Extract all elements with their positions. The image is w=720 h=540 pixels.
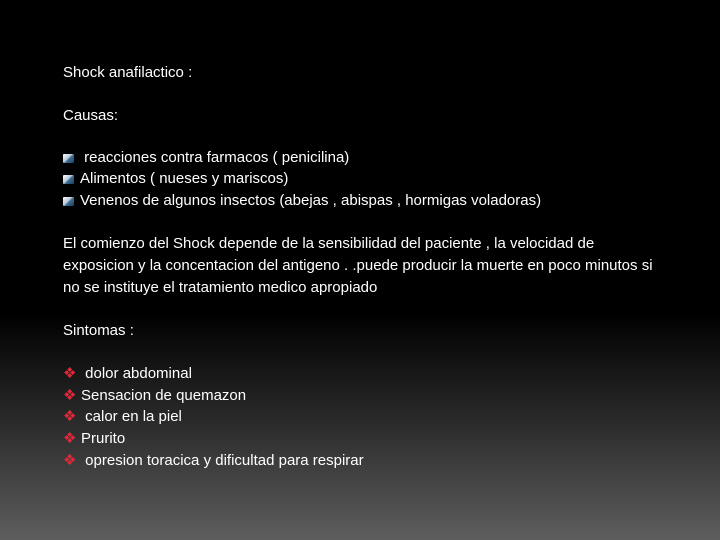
symptom-item [63,428,125,450]
square-bullet-icon [63,197,74,206]
symptom-text: Sensacion de quemazon [81,387,247,404]
symptom-item [63,363,192,385]
symptoms-heading: Sintomas : [63,322,134,339]
cause-text: reacciones contra farmacos ( penicilina) [80,149,350,166]
diamond-bullet-icon: ❖ [63,365,77,382]
square-bullet-icon [63,175,74,184]
symptom-text: dolor abdominal [81,365,192,382]
diamond-bullet-icon: ❖ [63,452,77,469]
diamond-bullet-icon: ❖ [63,387,77,404]
symptom-text: calor en la piel [81,408,182,425]
cause-text: Alimentos ( nueses y mariscos) [80,170,289,187]
square-bullet-icon [63,154,74,163]
cause-item [63,190,541,212]
causes-heading: Causas: [63,107,119,124]
symptom-item [63,450,364,472]
cause-item [63,168,288,190]
diamond-bullet-icon: ❖ [63,408,77,425]
cause-text: Venenos de algunos insectos (abejas , abispas , hormigas voladoras) [80,192,542,209]
symptom-text: opresion toracica y dificultad para respirar [81,452,364,469]
diamond-bullet-icon: ❖ [63,430,77,447]
symptom-text: Prurito [81,430,126,447]
slide-title: Shock anafilactico : [63,64,193,81]
symptom-item [63,406,182,428]
symptom-item [63,385,246,407]
description-paragraph: El comienzo del Shock depende de la sensibilidad del paciente , la velocidad de exposicion y la concentacion del antigeno . .puede producir la muerte en poco minutos si no se instituye el tratamiento medico apropiado [63,235,653,296]
cause-item [63,147,349,169]
